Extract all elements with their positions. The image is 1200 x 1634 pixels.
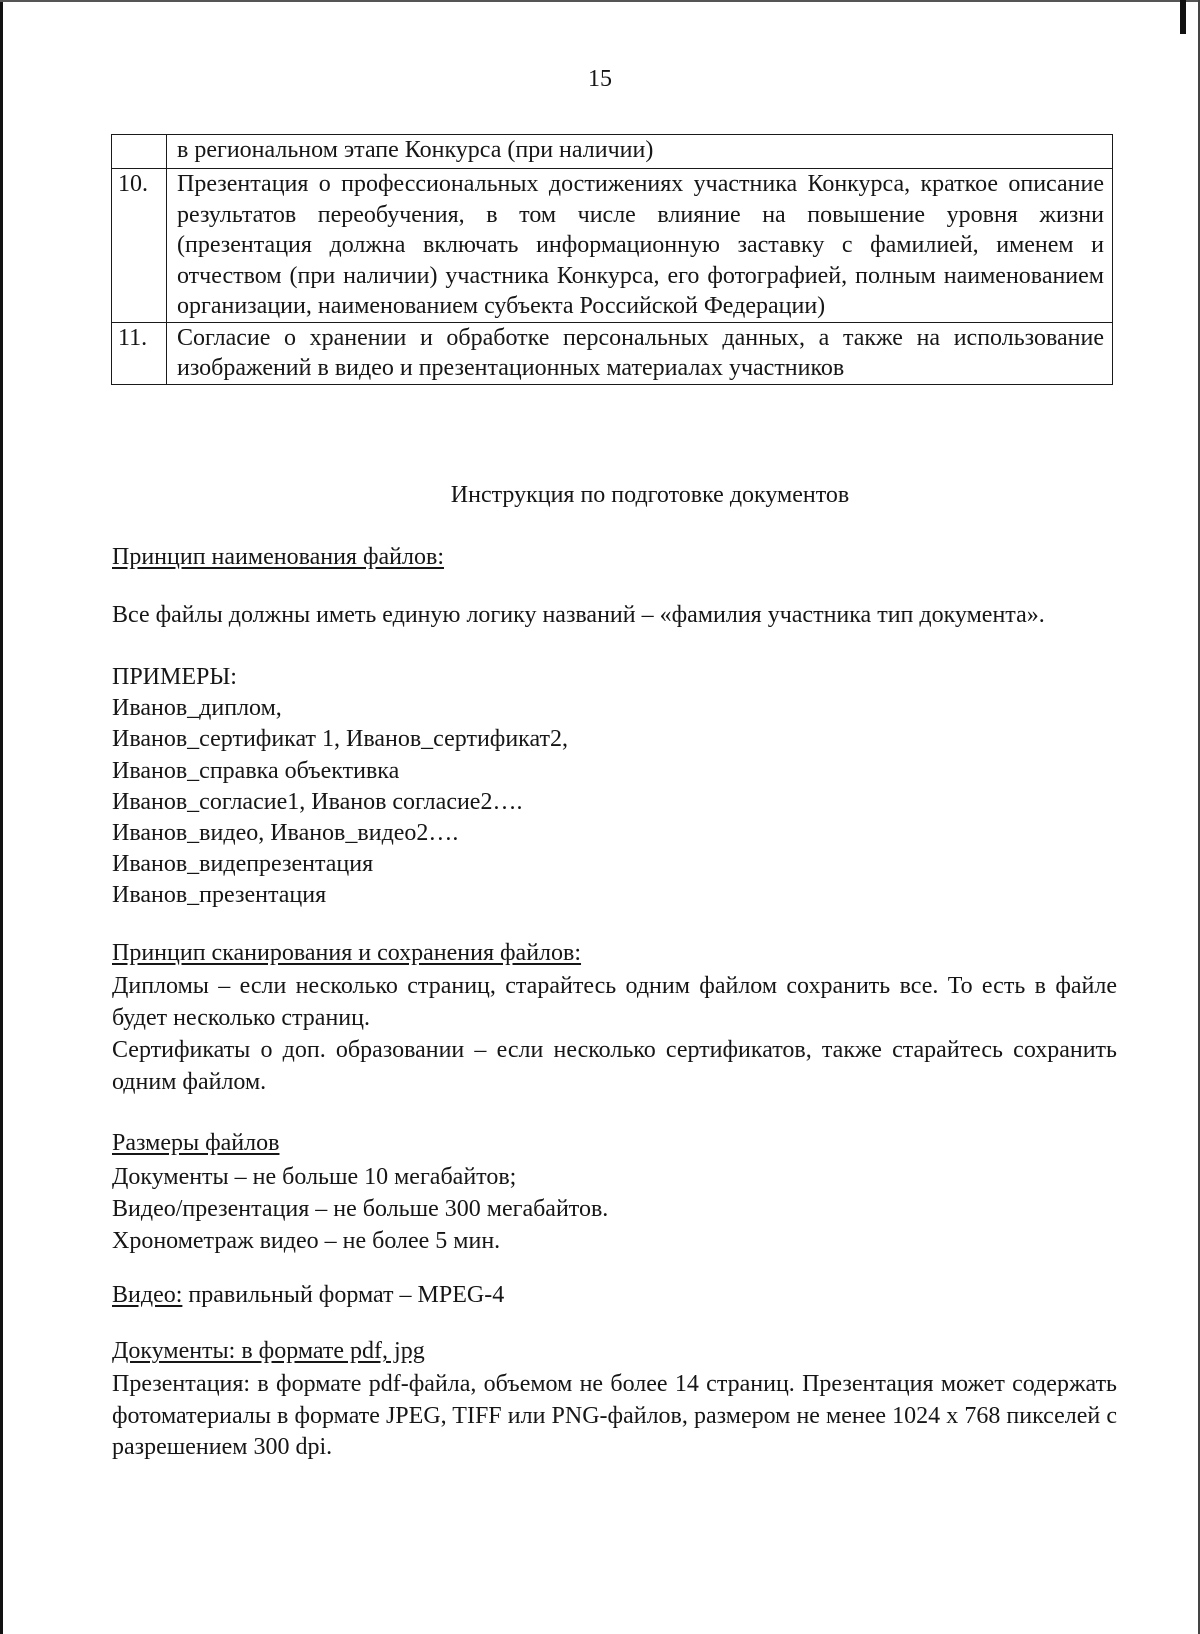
row-text: Презентация о профессиональных достижениях участника Конкурса, краткое описание результатов переобучения, в том числе влияние на повышение уровня жизни (презентация должна включать информационную заставку с фамилией, именем и отчеством (при наличии) участника Конкурса, его фотографией, полным наименованием организации, наименованием субъекта Российской Федерации) [167,169,1113,323]
scanning-certificates: Сертификаты о доп. образовании – если несколько сертификатов, также старайтесь сохранить одним файлом. [112,1037,1117,1095]
naming-intro: Все файлы должны иметь единую логику названий – «фамилия участника тип документа». [112,602,1045,628]
scan-mark [1180,0,1186,34]
scanning-heading: Принцип сканирования и сохранения файлов: [112,940,582,966]
sizes-heading-block [112,1130,1117,1157]
documents-heading-block [112,1338,1117,1365]
scan-edge-left [0,0,3,1634]
examples-label: ПРИМЕРЫ: [112,664,237,690]
scanning-diplomas: Дипломы – если несколько страниц, старайтесь одним файлом сохранить все. То есть в файле будет несколько страниц. [112,973,1117,1031]
instructions-title: Инструкция по подготовке документов [450,482,850,508]
example-item: Иванов_согласие1, Иванов согласие2…. [112,788,523,815]
video-text: правильный формат – MPEG-4 [182,1282,505,1308]
scan-edge-top [0,0,1200,2]
size-line: Видео/презентация – не больше 300 мегабайтов. [112,1196,609,1222]
page-number: 15 [588,66,612,92]
examples-block [112,662,1117,912]
size-line: Хронометраж видео – не более 5 мин. [112,1228,501,1254]
example-item: Иванов_справка объективка [112,757,400,784]
example-item: Иванов_презентация [112,882,327,909]
video-block [112,1282,1117,1309]
row-number: 10. [112,169,167,323]
example-item: Иванов_видепрезентация [112,851,374,878]
table-row [112,169,1113,323]
example-item: Иванов_сертификат 1, Иванов_сертификат2, [112,726,568,753]
sizes-heading: Размеры файлов [112,1130,280,1156]
size-line: Документы – не больше 10 мегабайтов; [112,1164,517,1190]
sizes-block [112,1161,1117,1257]
row-number [112,135,167,169]
naming-heading-block [112,544,1117,571]
table-row [112,135,1113,169]
documents-heading: Документы: в формате pdf, jpg [112,1338,425,1364]
requirements-table [111,134,1113,385]
example-item: Иванов_видео, Иванов_видео2…. [112,820,459,847]
row-text: Согласие о хранении и обработке персональных данных, а также на использование изображений в видео и презентационных материалах участников [167,322,1113,384]
video-label: Видео: [112,1282,183,1308]
row-text: в региональном этапе Конкурса (при наличии) [167,135,1113,169]
table-row [112,322,1113,384]
documents-text: Презентация: в формате pdf-файла, объемом не более 14 страниц. Презентация может содержать фотоматериалы в формате JPEG, TIFF или PNG-файлов, размером не менее 1024 х 768 пикселей с разрешением 300 dpi. [112,1371,1117,1460]
naming-heading: Принцип наименования файлов: [112,544,444,570]
row-number: 11. [112,322,167,384]
scanning-heading-block [112,940,1117,967]
example-item: Иванов_диплом, [112,695,282,722]
